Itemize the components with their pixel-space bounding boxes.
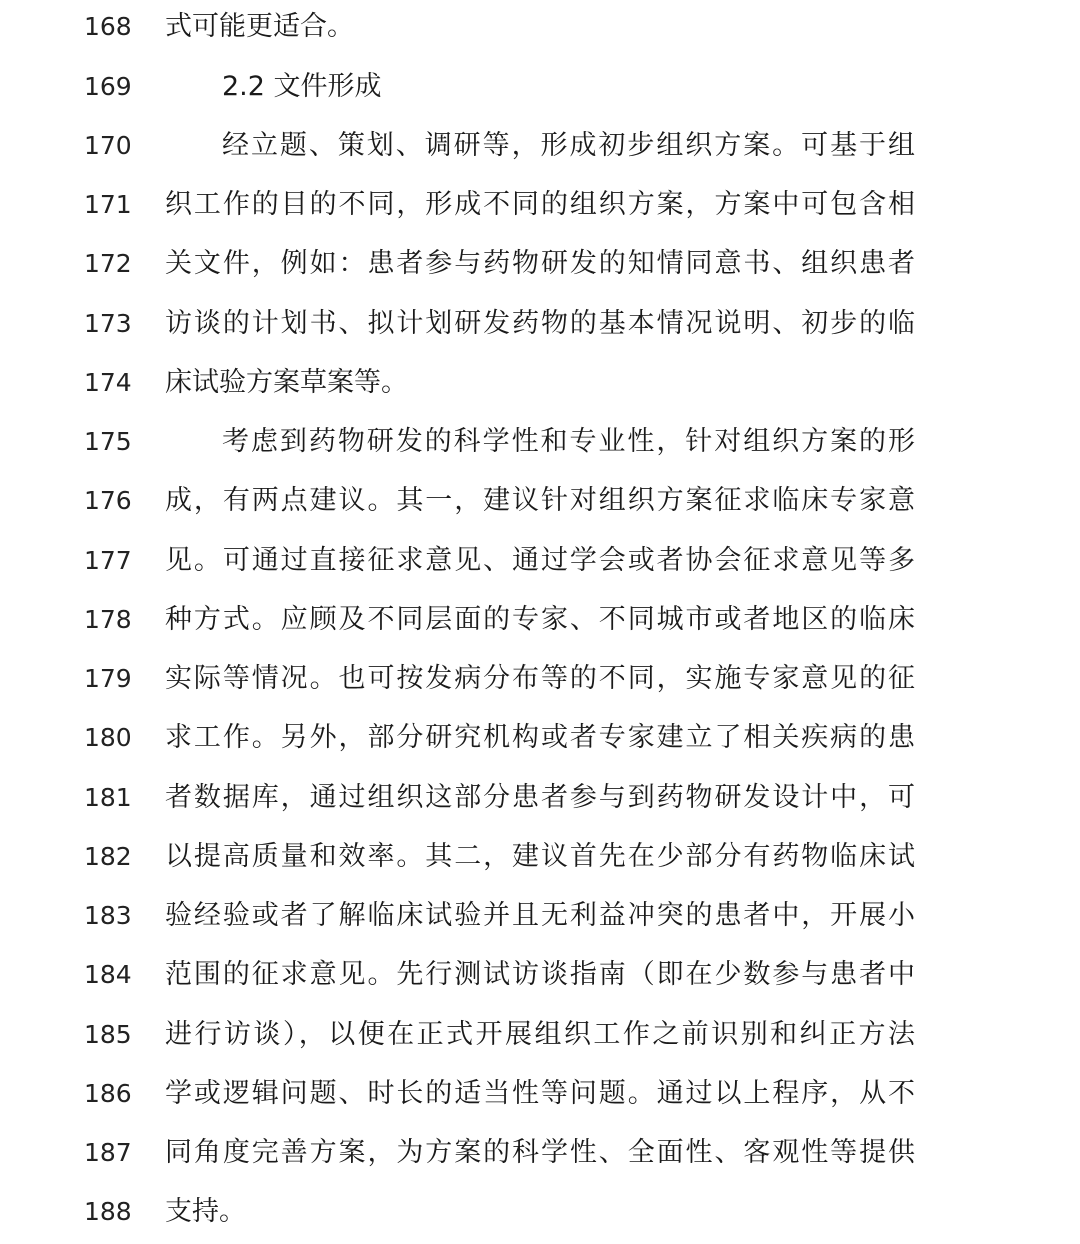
line-text: 求工作。另外，部分研究机构或者专家建立了相关疾病的患 — [165, 722, 915, 754]
document-line — [0, 649, 1080, 708]
line-number: 186 — [84, 1078, 132, 1108]
section-heading: 2.2 文件形成 — [222, 70, 382, 102]
document-line — [0, 234, 1080, 293]
line-number: 178 — [84, 604, 132, 634]
document-line — [0, 1182, 1080, 1241]
line-text: 考虑到药物研发的科学性和专业性，针对组织方案的形 — [222, 426, 915, 458]
document-line — [0, 294, 1080, 353]
document-line — [0, 945, 1080, 1004]
line-number: 183 — [84, 901, 132, 931]
document-line — [0, 412, 1080, 471]
line-text: 种方式。应顾及不同层面的专家、不同城市或者地区的临床 — [165, 603, 915, 635]
line-text: 以提高质量和效率。其二，建议首先在少部分有药物临床试 — [165, 840, 915, 872]
line-text: 访谈的计划书、拟计划研发药物的基本情况说明、初步的临 — [165, 307, 915, 339]
line-number: 168 — [84, 12, 132, 42]
line-number: 182 — [84, 841, 132, 871]
document-line — [0, 1005, 1080, 1064]
line-number: 188 — [84, 1197, 132, 1227]
line-number: 177 — [84, 545, 132, 575]
line-number: 171 — [84, 190, 132, 220]
line-text: 成，有两点建议。其一，建议针对组织方案征求临床专家意 — [165, 485, 915, 517]
line-number: 185 — [84, 1019, 132, 1049]
line-text: 织工作的目的不同，形成不同的组织方案，方案中可包含相 — [165, 189, 915, 221]
document-line — [0, 471, 1080, 530]
line-number: 170 — [84, 130, 132, 160]
document-line — [0, 175, 1080, 234]
line-number: 187 — [84, 1138, 132, 1168]
document-line — [0, 708, 1080, 767]
line-text: 进行访谈），以便在正式开展组织工作之前识别和纠正方法 — [165, 1018, 915, 1050]
document-line — [0, 0, 1080, 57]
document-line — [0, 1123, 1080, 1182]
document-line — [0, 886, 1080, 945]
line-text: 范围的征求意见。先行测试访谈指南（即在少数参与患者中 — [165, 959, 915, 991]
line-text: 支持。 — [165, 1196, 246, 1228]
line-number: 175 — [84, 427, 132, 457]
line-number: 173 — [84, 308, 132, 338]
line-number: 176 — [84, 486, 132, 516]
line-text: 关文件，例如：患者参与药物研发的知情同意书、组织患者 — [165, 248, 915, 280]
line-number: 172 — [84, 249, 132, 279]
line-text: 见。可通过直接征求意见、通过学会或者协会征求意见等多 — [165, 544, 915, 576]
line-number: 169 — [84, 71, 132, 101]
line-text: 同角度完善方案，为方案的科学性、全面性、客观性等提供 — [165, 1137, 915, 1169]
document-line — [0, 353, 1080, 412]
line-text: 床试验方案草案等。 — [165, 366, 408, 398]
document-line — [0, 531, 1080, 590]
document-line — [0, 116, 1080, 175]
line-number: 179 — [84, 664, 132, 694]
line-text: 实际等情况。也可按发病分布等的不同，实施专家意见的征 — [165, 663, 915, 695]
line-text: 者数据库，通过组织这部分患者参与到药物研发设计中，可 — [165, 781, 915, 813]
line-text: 验经验或者了解临床试验并且无利益冲突的患者中，开展小 — [165, 900, 915, 932]
line-number: 174 — [84, 367, 132, 397]
document-line — [0, 57, 1080, 116]
line-text: 经立题、策划、调研等，形成初步组织方案。可基于组 — [222, 129, 915, 161]
document-line — [0, 590, 1080, 649]
document-line — [0, 1064, 1080, 1123]
line-text: 学或逻辑问题、时长的适当性等问题。通过以上程序，从不 — [165, 1077, 915, 1109]
line-number: 184 — [84, 960, 132, 990]
line-number: 180 — [84, 723, 132, 753]
line-number: 181 — [84, 782, 132, 812]
document-line — [0, 827, 1080, 886]
document-line — [0, 768, 1080, 827]
line-text: 式可能更适合。 — [165, 11, 354, 43]
